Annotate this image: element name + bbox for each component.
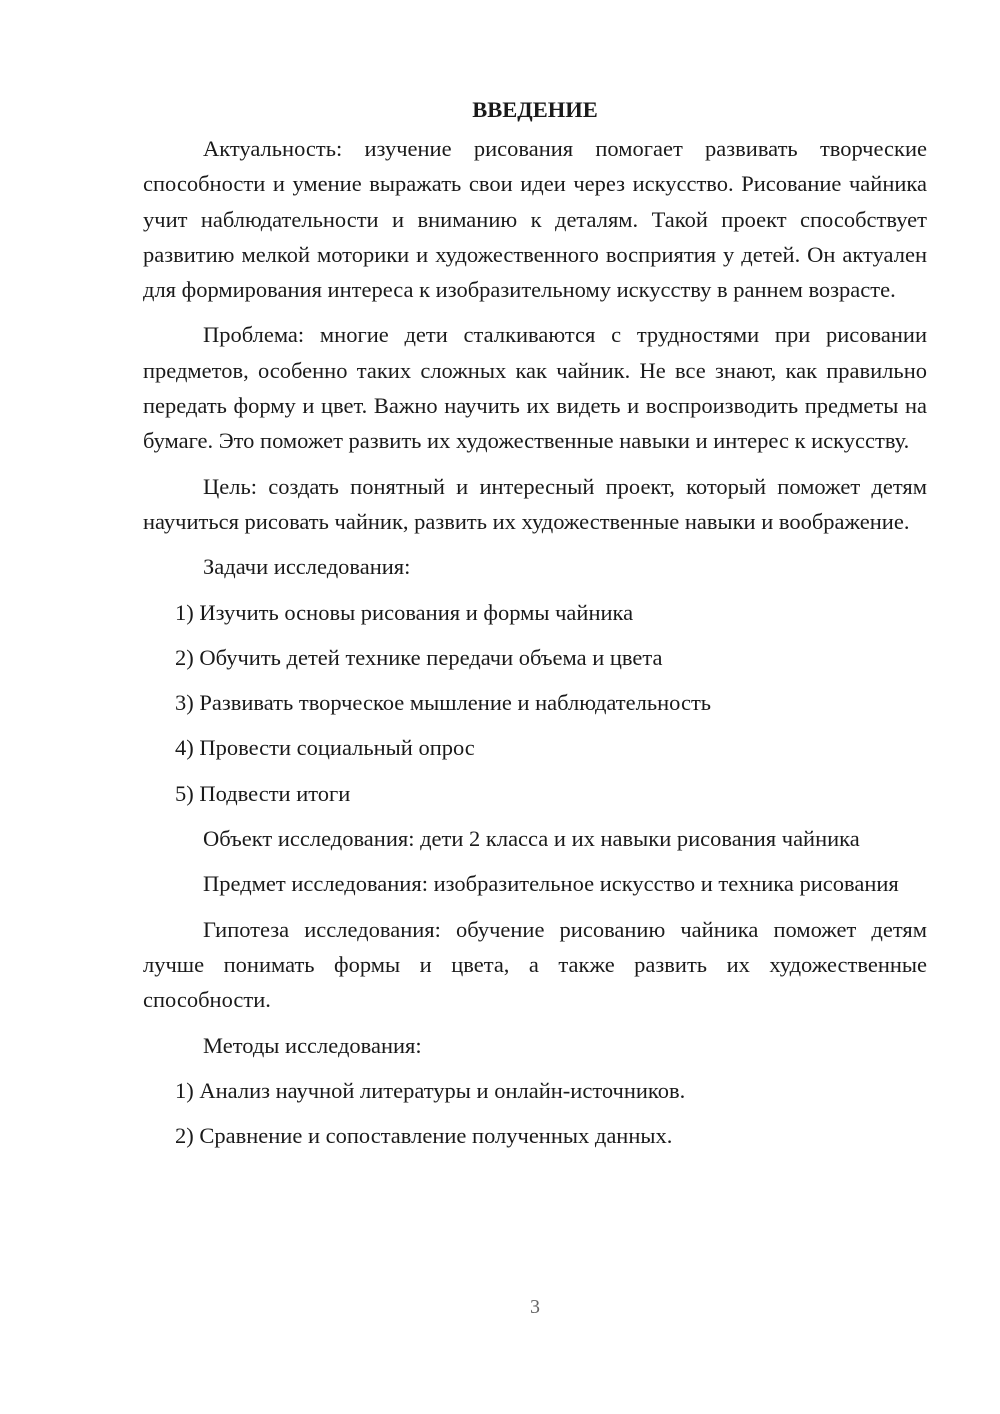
paragraph-relevance: Актуальность: изучение рисования помогает развивать творческие способности и умение выражать свои идеи через искусство. Рисование чайника учит наблюдательности и вниманию к деталям. Такой проект способствует развитию мелкой моторики и художественного восприятия у детей. Он актуален для формирования интереса к изобразительному искусству в раннем возрасте. xyxy=(143,136,927,303)
page-number: 3 xyxy=(530,1296,540,1318)
method-item: 1) Анализ научной литературы и онлайн-источников. xyxy=(175,1077,686,1103)
paragraph-object: Объект исследования: дети 2 класса и их навыки рисования чайника xyxy=(203,826,860,852)
methods-title: Методы исследования: xyxy=(203,1032,422,1058)
task-item: 2) Обучить детей технике передачи объема и цвета xyxy=(175,644,663,670)
tasks-title: Задачи исследования: xyxy=(203,554,411,580)
paragraph-hypothesis: Гипотеза исследования: обучение рисованию чайника поможет детям лучше понимать формы и цвета, а также развить их художественные способности. xyxy=(143,916,927,1013)
paragraph-subject: Предмет исследования: изобразительное искусство и техника рисования xyxy=(203,871,899,897)
paragraph-problem: Проблема: многие дети сталкиваются с трудностями при рисовании предметов, особенно таких сложных как чайник. Не все знают, как правильно передать форму и цвет. Важно научить их видеть и воспроизводить предметы на бумаге. Это поможет развить их художественные навыки и интерес к искусству. xyxy=(143,322,927,454)
page-content xyxy=(143,92,927,1163)
task-item: 3) Развивать творческое мышление и наблюдательность xyxy=(175,690,712,716)
method-item: 2) Сравнение и сопоставление полученных данных. xyxy=(175,1123,673,1149)
task-item: 4) Провести социальный опрос xyxy=(175,735,475,761)
section-heading: ВВЕДЕНИЕ xyxy=(472,97,598,122)
task-item: 5) Подвести итоги xyxy=(175,780,351,806)
task-item: 1) Изучить основы рисования и формы чайника xyxy=(175,599,634,625)
paragraph-goal: Цель: создать понятный и интересный проект, который поможет детям научиться рисовать чайник, развить их художественные навыки и воображение. xyxy=(143,473,927,534)
